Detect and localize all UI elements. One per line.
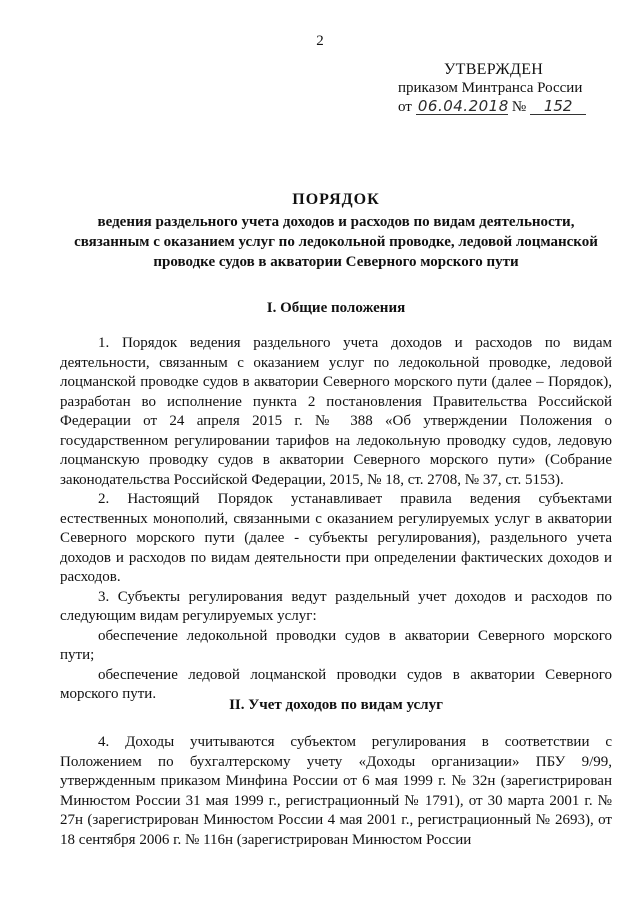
section-2-body	[60, 733, 612, 850]
paragraph-4: 4. Доходы учитываются субъектом регулирования в соответствии с Положением по бухгалтерскому учету «Доходы организации» ПБУ 9/99, утвержденным приказом Минфина России от 6 мая 1999 г. № 32н (зарегистрирован Минюстом России 31 мая 1999 г., регистрационный № 1791), от 30 марта 2001 г. № 27н (зарегистрирован Минюстом России 4 мая 2001 г., регистрационный № 2693), от 18 сентября 2006 г. № 116н (зарегистрирован Минюстом России	[60, 734, 612, 848]
approval-order: приказом Минтранса России	[398, 80, 583, 96]
section-2-heading: II. Учет доходов по видам услуг	[229, 697, 443, 713]
approval-date-line	[398, 98, 618, 117]
title-main: ПОРЯДОК	[292, 191, 380, 208]
paragraph-3-item-2: обеспечение ледовой лоцманской проводки судов в акватории Северного морского пути.	[60, 666, 612, 702]
page-number: 2	[316, 33, 324, 49]
section-1-heading: I. Общие положения	[266, 300, 406, 316]
approved-label: УТВЕРЖДЕН	[444, 61, 544, 78]
handwritten-date: 06.04.2018	[417, 97, 509, 115]
paragraph-2: 2. Настоящий Порядок устанавливает правила ведения субъектами естественных монополий, связанными с оказанием регулируемых услуг в акватории Северного морского пути (далее - субъекты регулирования), раздельного учета доходов и расходов по видам деятельности при определении фактических доходов и расходов.	[60, 491, 612, 585]
section-1-body	[60, 334, 612, 705]
title-subtitle: ведения раздельного учета доходов и расходов по видам деятельности, связанным с оказанием услуг по ледокольной проводке, ледовой лоцманской проводке судов в акватории Северного морского пути	[74, 214, 598, 270]
date-prefix: от	[398, 99, 412, 115]
document-title	[60, 190, 612, 272]
paragraph-3: 3. Субъекты регулирования ведут раздельный учет доходов и расходов по следующим видам регулируемых услуг:	[60, 588, 612, 624]
paragraph-3-item-1: обеспечение ледокольной проводки судов в акватории Северного морского пути;	[60, 627, 612, 663]
approval-stamp	[398, 60, 618, 117]
number-sign: №	[511, 99, 527, 115]
handwritten-number: 152	[530, 98, 586, 115]
paragraph-1: 1. Порядок ведения раздельного учета доходов и расходов по видам деятельности, связанным с оказанием услуг по ледокольной проводке, ледовой лоцманской проводке судов в акватории Северного морского пути (далее – Порядок), разработан во исполнение пункта 2 постановления Правительства Российской Федерации от 24 апреля 2015 г. № 388 «Об утверждении Положения о государственном регулировании тарифов на ледокольную проводку судов, ледовую лоцманскую проводку судов в акватории Северного морского пути» (Собрание законодательства Российской Федерации, 2015, № 18, ст. 2708, № 37, ст. 5153).	[60, 335, 612, 488]
